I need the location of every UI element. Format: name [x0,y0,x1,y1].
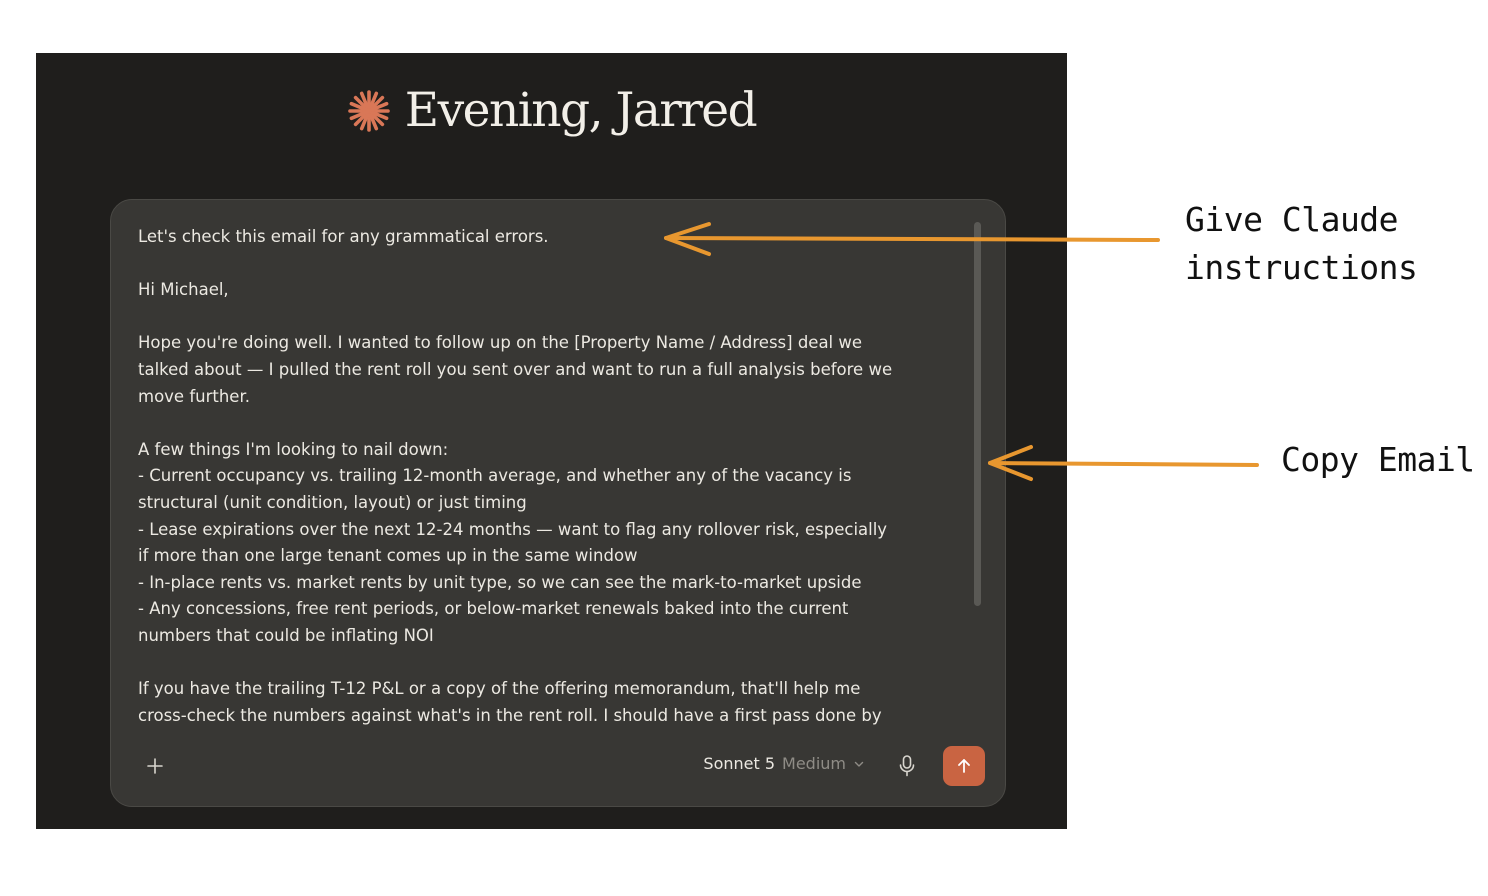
message-line: move further. [138,386,250,406]
message-line: cross-check the numbers against what's in the rent roll. I should have a first pass done by [138,705,882,725]
chevron-down-icon [853,758,865,770]
voice-input-button[interactable] [893,752,921,780]
annotation-line: instructions [1185,248,1418,287]
greeting-title: Evening, Jarred [404,83,757,138]
blank-line [138,304,983,331]
annotation-copy-email: Copy Email [1281,440,1475,479]
plus-icon [145,756,165,776]
message-line: - Current occupancy vs. trailing 12-month average, and whether any of the vacancy is [138,466,852,486]
message-line: Hi Michael, [138,280,229,300]
composer-scrollbar[interactable] [974,222,981,606]
message-line: - Any concessions, free rent periods, or below-market renewals baked into the current [138,599,849,619]
composer-toolbar [111,746,1005,786]
message-composer[interactable] [110,199,1006,807]
message-line: numbers that could be inflating NOI [138,625,434,645]
microphone-icon [897,754,917,778]
message-line: talked about — I pulled the rent roll you sent over and want to run a full analysis before we [138,359,893,379]
arrow-up-icon [955,757,973,775]
greeting-header [36,83,1067,138]
message-line: - In-place rents vs. market rents by unit type, so we can see the mark-to-market upside [138,572,862,592]
message-line: Hope you're doing well. I wanted to follow up on the [Property Name / Address] deal we [138,333,863,353]
message-line: If you have the trailing T-12 P&L or a copy of the offering memorandum, that'll help me [138,679,861,699]
add-attachment-button[interactable] [141,752,169,780]
claude-starburst-icon [347,89,391,133]
message-line: Let's check this email for any grammatical errors. [138,227,549,246]
send-button[interactable] [943,746,985,786]
model-selector[interactable] [703,754,865,773]
model-name: Sonnet 5 [703,754,776,773]
message-input[interactable] [138,224,983,732]
annotation-give-claude-instructions [1185,196,1417,292]
claude-app-window [36,53,1067,829]
annotation-line: Give Claude [1185,200,1399,239]
message-line: structural (unit condition, layout) or just timing [138,492,527,512]
model-effort: Medium [782,754,846,773]
message-line: if more than one large tenant comes up in the same window [138,546,638,566]
blank-line [138,650,983,677]
blank-line [138,251,983,278]
blank-line [138,410,983,437]
message-line: A few things I'm looking to nail down: [138,439,449,459]
message-line: - Lease expirations over the next 12-24 months — want to flag any rollover risk, especially [138,519,888,539]
